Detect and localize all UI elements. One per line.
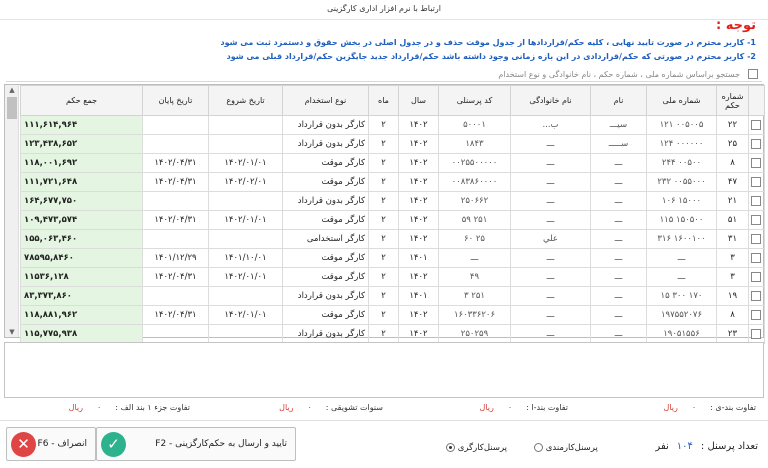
row-checkbox[interactable] — [751, 329, 761, 339]
row-year: ۱۴۰۲ — [399, 135, 439, 154]
row-month: ۲ — [369, 116, 399, 135]
summary-item-banda — [480, 403, 568, 412]
count-unit: نفر — [655, 441, 669, 452]
row-checkbox[interactable] — [751, 272, 761, 282]
row-start-date: ۱۴۰۲/۰۱/۰۱ — [209, 211, 283, 230]
window-title: ارتباط با نرم افزار اداری کارگزینی — [327, 4, 441, 13]
row-first-name: ـــ — [591, 325, 647, 344]
row-personnel-code: ۲۵۱ ۵۹ — [439, 211, 511, 230]
row-personnel-code: ۲۵۰۲۵۹ — [439, 325, 511, 344]
summary-label: تفاوت بند-ا : — [526, 403, 568, 412]
row-number: ۳۱ — [717, 230, 749, 249]
row-last-name: ـــ — [511, 173, 591, 192]
row-number: ۵۱ — [717, 211, 749, 230]
row-employment-type: کارگر بدون قرارداد — [283, 135, 369, 154]
table-row[interactable] — [21, 249, 765, 268]
count-label: تعداد پرسنل : — [700, 441, 758, 452]
search-bar — [6, 66, 762, 82]
row-national-id: ۱۵۰۰۰ ۱۰۶ — [647, 192, 717, 211]
row-number: ۴۷ — [717, 173, 749, 192]
row-employment-type: کارگر بدون قرارداد — [283, 287, 369, 306]
confirm-send-button[interactable] — [96, 427, 296, 461]
table-row[interactable] — [21, 287, 765, 306]
row-total: ۱۲۳,۴۳۸,۶۵۲ — [21, 135, 143, 154]
row-select-cell — [749, 211, 765, 230]
table-row[interactable] — [21, 192, 765, 211]
row-checkbox[interactable] — [751, 139, 761, 149]
row-national-id: ۱۹۷۵۵۲۰۷۶ — [647, 306, 717, 325]
row-end-date: ۱۴۰۲/۰۴/۳۱ — [143, 268, 209, 287]
row-total: ۱۰۹,۴۷۳,۵۷۴ — [21, 211, 143, 230]
radio-worker-label: پرسنل‌کارگری — [457, 443, 508, 453]
summary-value: ۰ — [507, 403, 513, 412]
row-start-date — [209, 230, 283, 249]
row-personnel-code: ۰۰۸۳۸۶۰۰۰۰ — [439, 173, 511, 192]
row-start-date — [209, 116, 283, 135]
row-month: ۲ — [369, 154, 399, 173]
row-select-cell — [749, 154, 765, 173]
summary-label: تفاوت جزء ۱ بند الف : — [115, 403, 190, 412]
row-year: ۱۴۰۲ — [399, 230, 439, 249]
scroll-down-icon[interactable]: ▼ — [9, 328, 15, 336]
summary-item-incentive — [279, 403, 383, 412]
cancel-button[interactable] — [6, 427, 96, 461]
radio-worker-personnel[interactable] — [446, 443, 507, 453]
select-all-checkbox[interactable] — [748, 69, 758, 79]
row-month: ۲ — [369, 211, 399, 230]
footer-divider — [0, 420, 768, 421]
row-first-name: ـــ — [591, 211, 647, 230]
row-select-cell — [749, 173, 765, 192]
row-first-name: ـــ — [591, 192, 647, 211]
row-month: ۲ — [369, 192, 399, 211]
row-employment-type: کارگر موقت — [283, 211, 369, 230]
row-year: ۱۴۰۲ — [399, 325, 439, 344]
row-personnel-code: ۱۸۴۳ — [439, 135, 511, 154]
radio-worker-dot[interactable] — [446, 443, 455, 452]
row-month: ۲ — [369, 306, 399, 325]
row-number: ۳ — [717, 249, 749, 268]
row-year: ۱۴۰۲ — [399, 306, 439, 325]
row-select-cell — [749, 192, 765, 211]
row-total: ۱۱۱,۷۲۱,۶۴۸ — [21, 173, 143, 192]
row-checkbox[interactable] — [751, 120, 761, 130]
summary-label: تفاوت بند-ی : — [710, 403, 756, 412]
row-checkbox[interactable] — [751, 310, 761, 320]
row-personnel-code: ۰۰۲۵۵۰۰۰۰۰ — [439, 154, 511, 173]
row-month: ۲ — [369, 268, 399, 287]
row-first-name: ـــ — [591, 173, 647, 192]
row-select-cell — [749, 249, 765, 268]
row-end-date — [143, 325, 209, 344]
grid-scrollbar[interactable] — [5, 85, 19, 337]
row-year: ۱۴۰۱ — [399, 249, 439, 268]
radio-employee-label: پرسنل‌کارمندی — [545, 443, 598, 453]
scroll-up-icon[interactable]: ▲ — [9, 86, 15, 94]
row-personnel-code: ۲۵ ۶۰ — [439, 230, 511, 249]
table-row[interactable] — [21, 173, 765, 192]
records-table — [20, 85, 765, 344]
row-employment-type: کارگر استخدامی — [283, 230, 369, 249]
row-total: ۱۶۴,۶۷۷,۷۵۰ — [21, 192, 143, 211]
summary-value: ۰ — [691, 403, 697, 412]
row-number: ۸ — [717, 154, 749, 173]
confirm-label: تایید و ارسال به حکم‌کارگزینی - F2 — [155, 439, 287, 449]
row-year: ۱۴۰۲ — [399, 154, 439, 173]
row-number: ۲۳ — [717, 325, 749, 344]
row-number: ۲۲ — [717, 116, 749, 135]
summary-value: ۰ — [96, 403, 102, 412]
header-first-name[interactable]: نام — [591, 86, 647, 116]
row-start-date — [209, 192, 283, 211]
summary-unit: ریال — [68, 403, 83, 412]
row-month: ۲ — [369, 325, 399, 344]
row-start-date — [209, 325, 283, 344]
count-value: ۱۰۴ — [676, 441, 693, 452]
row-last-name: ـــ — [511, 287, 591, 306]
table-body — [21, 116, 765, 344]
header-select — [749, 86, 765, 116]
row-first-name: ـــ — [591, 306, 647, 325]
row-last-name: ـــ — [511, 135, 591, 154]
row-select-cell — [749, 287, 765, 306]
row-personnel-code: ۱۶۰۳۳۶۲۰۶ — [439, 306, 511, 325]
row-year: ۱۴۰۱ — [399, 287, 439, 306]
row-total: ۱۵۵,۰۶۳,۴۶۰ — [21, 230, 143, 249]
row-personnel-code: ۲۵۱ ۳ — [439, 287, 511, 306]
notice-title: توجه : — [715, 18, 756, 33]
summary-item-alef — [69, 403, 190, 412]
radio-employee-personnel[interactable] — [534, 443, 598, 453]
row-checkbox[interactable] — [751, 234, 761, 244]
row-number: ۱۹ — [717, 287, 749, 306]
row-month: ۲ — [369, 249, 399, 268]
row-start-date: ۱۴۰۲/۰۱/۰۱ — [209, 154, 283, 173]
row-total: ۷۸۵۹۵,۸۴۶۰ — [21, 249, 143, 268]
title-bar — [0, 0, 768, 20]
summary-bar — [0, 403, 768, 417]
cancel-label: انصراف - F6 — [37, 439, 87, 449]
row-last-name: ب... — [511, 116, 591, 135]
header-last-name[interactable]: نام خانوادگی — [511, 86, 591, 116]
row-national-id: ۱۵۰۵۰۰ ۱۱۵ — [647, 211, 717, 230]
row-employment-type: کارگر موقت — [283, 154, 369, 173]
row-first-name: ســـــ — [591, 135, 647, 154]
row-end-date — [143, 230, 209, 249]
row-end-date: ۱۴۰۲/۰۴/۳۱ — [143, 306, 209, 325]
row-end-date — [143, 135, 209, 154]
row-last-name: ـــ — [511, 192, 591, 211]
row-last-name: ـــ — [511, 306, 591, 325]
row-last-name: ـــ — [511, 154, 591, 173]
row-personnel-code: ۴۹ — [439, 268, 511, 287]
notice-line-2: 2- کاربر محترم در صورتی که حکم/قراردادی در این بازه زمانی وجود داشته باشد حکم/قرارداد جدید جایگزین حکم/قرارداد قبلی می شود — [226, 52, 756, 61]
row-checkbox[interactable] — [751, 196, 761, 206]
scroll-thumb[interactable] — [7, 97, 17, 119]
personnel-count — [655, 441, 758, 452]
row-last-name: ـــ — [511, 268, 591, 287]
row-total: ۸۳,۳۷۳,۸۶۰ — [21, 287, 143, 306]
row-checkbox[interactable] — [751, 253, 761, 263]
row-employment-type: کارگر بدون قرارداد — [283, 192, 369, 211]
row-month: ۲ — [369, 287, 399, 306]
header-employment-type[interactable]: نوع استخدام — [283, 86, 369, 116]
row-employment-type: کارگر موقت — [283, 268, 369, 287]
row-end-date — [143, 116, 209, 135]
header-start-date[interactable]: تاریخ شروع — [209, 86, 283, 116]
header-number[interactable]: شماره حکم — [717, 86, 749, 116]
row-first-name: ـــ — [591, 268, 647, 287]
row-select-cell — [749, 325, 765, 344]
row-checkbox[interactable] — [751, 291, 761, 301]
row-end-date — [143, 287, 209, 306]
row-total: ۱۱۵۳۶,۱۲۸ — [21, 268, 143, 287]
search-input[interactable] — [6, 67, 742, 81]
row-total: ۱۱۵,۷۷۵,۹۳۸ — [21, 325, 143, 344]
row-personnel-code: ـــ — [439, 249, 511, 268]
row-national-id: ۱۶۰۰۱۰۰ ۳۱۶ — [647, 230, 717, 249]
row-national-id: ۱۷۰ ۳۰۰ ۱۵ — [647, 287, 717, 306]
row-last-name: ـــ — [511, 249, 591, 268]
row-employment-type: کارگر موقت — [283, 173, 369, 192]
row-end-date: ۱۴۰۲/۰۴/۳۱ — [143, 211, 209, 230]
row-checkbox[interactable] — [751, 158, 761, 168]
row-total: ۱۱۱,۶۱۴,۹۶۴ — [21, 116, 143, 135]
row-start-date: ۱۴۰۱/۱۰/۰۱ — [209, 249, 283, 268]
row-employment-type: کارگر بدون قرارداد — [283, 325, 369, 344]
cancel-icon: ✕ — [11, 432, 36, 457]
table-row[interactable] — [21, 154, 765, 173]
table-row[interactable] — [21, 325, 765, 344]
row-total: ۱۱۸,۸۸۱,۹۶۲ — [21, 306, 143, 325]
row-employment-type: کارگر موقت — [283, 249, 369, 268]
row-national-id: ۱۹۰۵۱۵۵۶ — [647, 325, 717, 344]
table-row[interactable] — [21, 135, 765, 154]
row-start-date: ۱۴۰۲/۰۱/۰۱ — [209, 268, 283, 287]
row-start-date: ۱۴۰۲/۰۱/۰۱ — [209, 306, 283, 325]
row-start-date: ۱۴۰۲/۰۲/۰۱ — [209, 173, 283, 192]
row-total: ۱۱۸,۰۰۱,۶۹۲ — [21, 154, 143, 173]
summary-unit: ریال — [279, 403, 294, 412]
row-national-id: ۰۰۵۰۰۵ ۱۲۱ — [647, 116, 717, 135]
row-checkbox[interactable] — [751, 215, 761, 225]
row-number: ۲۵ — [717, 135, 749, 154]
summary-unit: ریال — [479, 403, 494, 412]
header-month[interactable]: ماه — [369, 86, 399, 116]
radio-employee-dot[interactable] — [534, 443, 543, 452]
row-year: ۱۴۰۲ — [399, 192, 439, 211]
header-end-date[interactable]: تاریخ پایان — [143, 86, 209, 116]
header-year[interactable]: سال — [399, 86, 439, 116]
row-personnel-code: ۲۵۰۶۶۲ — [439, 192, 511, 211]
summary-label: سنوات تشویقی : — [325, 403, 383, 412]
row-last-name: ـــ — [511, 211, 591, 230]
row-first-name: ـــ — [591, 287, 647, 306]
row-select-cell — [749, 306, 765, 325]
row-national-id: ۰۰۵۵۰۰۰ ۲۳۲ — [647, 173, 717, 192]
table-row[interactable] — [21, 268, 765, 287]
header-national-id[interactable]: شماره ملی — [647, 86, 717, 116]
table-row[interactable] — [21, 211, 765, 230]
row-first-name: ـــ — [591, 154, 647, 173]
row-number: ۳ — [717, 268, 749, 287]
row-select-cell — [749, 135, 765, 154]
row-end-date: ۱۴۰۲/۰۴/۳۱ — [143, 173, 209, 192]
summary-item-bandy — [663, 403, 756, 412]
row-select-cell — [749, 230, 765, 249]
table-row[interactable] — [21, 306, 765, 325]
row-employment-type: کارگر بدون قرارداد — [283, 116, 369, 135]
row-month: ۲ — [369, 173, 399, 192]
header-total[interactable]: جمع حکم — [21, 86, 143, 116]
check-icon: ✓ — [101, 432, 126, 457]
row-year: ۱۴۰۲ — [399, 268, 439, 287]
table-header-row — [21, 86, 765, 116]
row-month: ۲ — [369, 230, 399, 249]
row-number: ۲۱ — [717, 192, 749, 211]
table-row[interactable] — [21, 230, 765, 249]
row-national-id: ـــ — [647, 249, 717, 268]
row-year: ۱۴۰۲ — [399, 116, 439, 135]
row-end-date: ۱۴۰۲/۰۴/۳۱ — [143, 154, 209, 173]
summary-unit: ریال — [663, 403, 678, 412]
row-last-name: ـــ — [511, 325, 591, 344]
row-national-id: ـــ — [647, 268, 717, 287]
row-national-id: ۰۰۵۰۰ ۲۴۴ — [647, 154, 717, 173]
detail-panel — [4, 342, 764, 398]
summary-value: ۰ — [307, 403, 312, 412]
notice-line-1: 1- کاربر محترم در صورت تایید نهایی ، کلیه حکم/قراردادها از جدول موقت حذف و در جدول اصلی در بخش حقوق و دستمزد ثبت می شود — [220, 38, 756, 47]
row-checkbox[interactable] — [751, 177, 761, 187]
row-personnel-code: ۵۰۰۰۱ — [439, 116, 511, 135]
records-grid — [4, 84, 764, 338]
row-year: ۱۴۰۲ — [399, 211, 439, 230]
row-national-id: ۰۰۰۰۰۰ ۱۲۴ — [647, 135, 717, 154]
row-month: ۲ — [369, 135, 399, 154]
row-end-date: ۱۴۰۱/۱۲/۲۹ — [143, 249, 209, 268]
row-first-name: ـــ — [591, 230, 647, 249]
table-row[interactable] — [21, 116, 765, 135]
row-employment-type: کارگر موقت — [283, 306, 369, 325]
row-number: ۸ — [717, 306, 749, 325]
row-first-name: سیـــ — [591, 116, 647, 135]
row-select-cell — [749, 116, 765, 135]
row-year: ۱۴۰۲ — [399, 173, 439, 192]
header-personnel-code[interactable]: کد پرسنلی — [439, 86, 511, 116]
row-first-name: ـــ — [591, 249, 647, 268]
row-last-name: علي — [511, 230, 591, 249]
row-select-cell — [749, 268, 765, 287]
row-start-date — [209, 135, 283, 154]
row-end-date — [143, 192, 209, 211]
row-start-date — [209, 287, 283, 306]
